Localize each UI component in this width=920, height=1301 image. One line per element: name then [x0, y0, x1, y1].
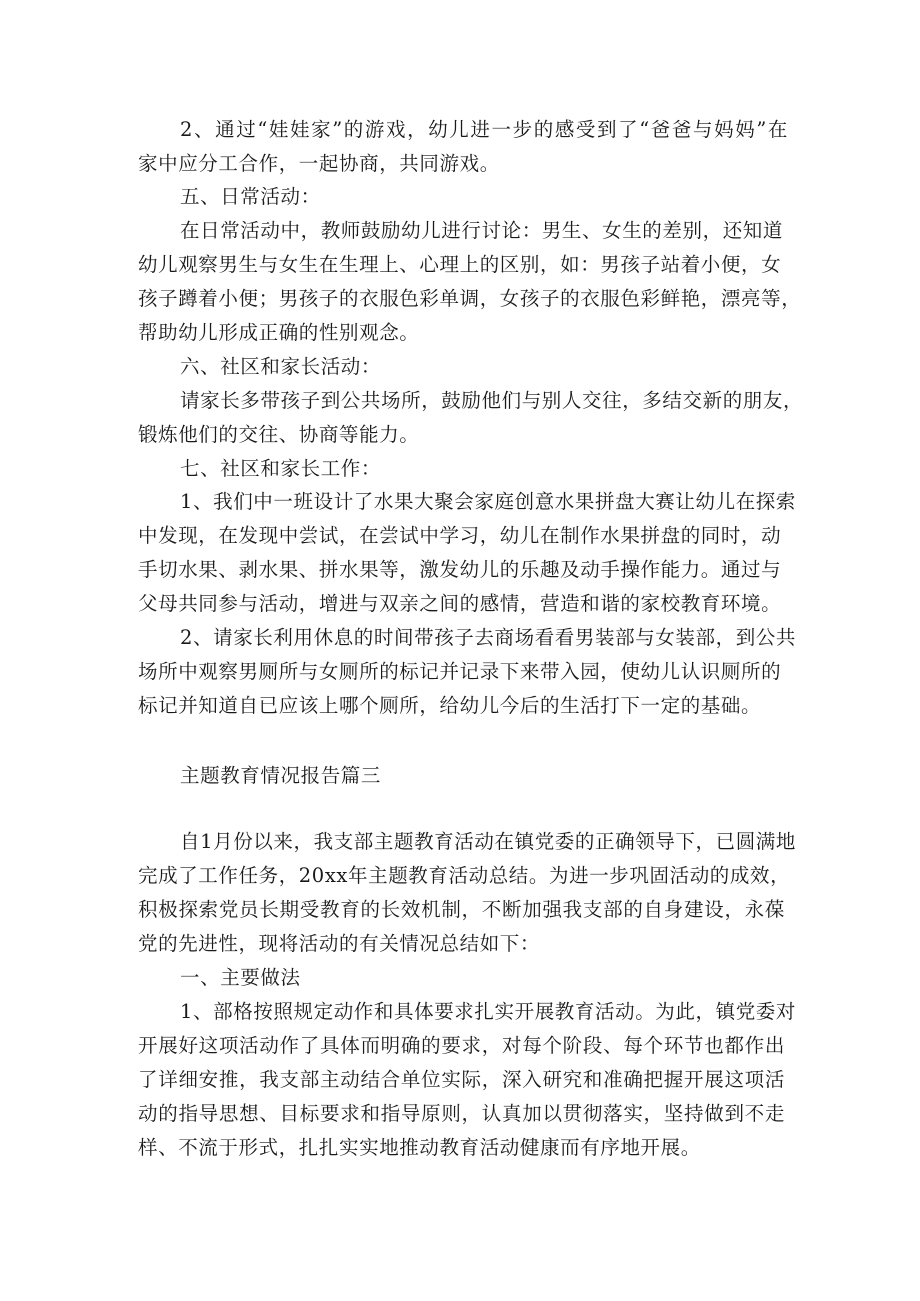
- text-line: 父母共同参与活动，增进与双亲之间的感情，营造和谐的家校教育环境。: [138, 592, 782, 615]
- text-line: 1、我们中一班设计了水果大聚会家庭创意水果拼盘大赛让幼儿在探索: [180, 490, 797, 513]
- section-heading: 七、社区和家长工作：: [180, 457, 382, 480]
- text-line: 1、部格按照规定动作和具体要求扎实开展教育活动。为此，镇党委对: [180, 1000, 797, 1023]
- text-line: 党的先进性，现将活动的有关情况总结如下：: [138, 932, 541, 955]
- text-line: 开展好这项活动作了具体而明确的要求，对每个阶段、每个环节也都作出: [138, 1034, 785, 1057]
- text-line: 家中应分工合作，一起协商，共同游戏。: [138, 152, 500, 175]
- section-heading: 六、社区和家长活动：: [180, 355, 382, 378]
- text-line: 场所中观察男厕所与女厕所的标记并记录下来带入园，使幼儿认识厕所的: [138, 660, 782, 683]
- section-heading: 五、日常活动：: [180, 185, 321, 208]
- text-line: 积极探索党员长期受教育的长效机制，不断加强我支部的自身建设，永葆: [138, 898, 785, 921]
- text-line: 孩子蹲着小便；男孩子的衣服色彩单调，女孩子的衣服色彩鲜艳，漂亮等，: [138, 287, 802, 310]
- text-line: 2、请家长利用休息的时间带孩子去商场看看男装部与女装部，到公共: [180, 626, 797, 649]
- text-line: 中发现，在发现中尝试，在尝试中学习，幼儿在制作水果拼盘的同时，动: [138, 524, 782, 547]
- text-line: 在日常活动中，教师鼓励幼儿进行讨论：男生、女生的差别，还知道: [180, 219, 784, 242]
- section-heading: 一、主要做法: [180, 966, 301, 989]
- text-line: 请家长多带孩子到公共场所，鼓励他们与别人交往，多结交新的朋友，: [180, 389, 804, 412]
- text-line: 了详细安推，我支部主动结合单位实际，深入研究和准确把握开展这项活: [138, 1068, 785, 1091]
- text-line: 标记并知道自已应该上哪个厕所，给幼儿今后的生活打下一定的基础。: [138, 694, 762, 717]
- text-line: 锻炼他们的交往、协商等能力。: [138, 423, 420, 446]
- text-line: 动的指导思想、目标要求和指导原则，认真加以贯彻落实，坚持做到不走: [138, 1102, 785, 1125]
- text-line: 手切水果、剥水果、拼水果等，激发幼儿的乐趣及动手操作能力。通过与: [138, 558, 782, 581]
- text-line: 完成了工作任务，20xx年主题教育活动总结。为进一步巩固活动的成效，: [138, 864, 791, 887]
- text-line: 2、通过“娃娃家”的游戏，幼儿进一步的感受到了“爸爸与妈妈”在: [180, 118, 788, 141]
- text-line: 样、不流于形式，扎扎实实地推动教育活动健康而有序地开展。: [138, 1136, 701, 1159]
- text-line: 帮助幼儿形成正确的性别观念。: [138, 321, 420, 344]
- report-title: 主题教育情况报告篇三: [180, 764, 382, 787]
- text-line: 自1月份以来，我支部主题教育活动在镇党委的正确领导下，已圆满地: [180, 830, 797, 853]
- text-line: 幼儿观察男生与女生在生理上、心理上的区别，如：男孩子站着小便，女: [138, 253, 782, 276]
